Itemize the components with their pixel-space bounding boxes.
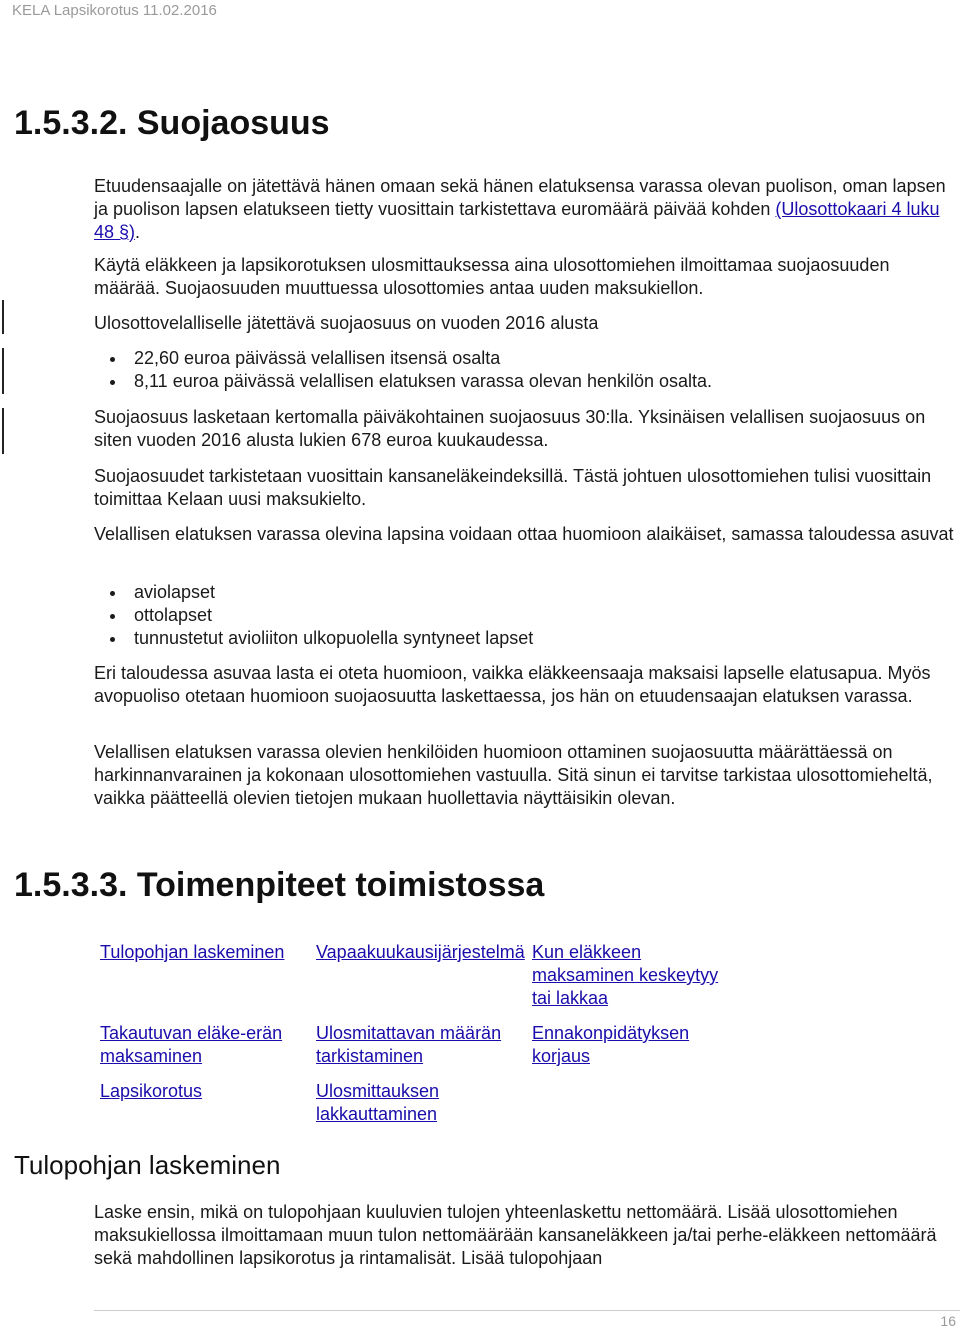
- section-heading-suojaosuus: 1.5.3.2. Suojaosuus: [14, 104, 330, 142]
- link-ulosmitattavan-maaran[interactable]: Ulosmitattavan määrän tarkistaminen: [316, 1023, 502, 1066]
- bullet-list-children: [110, 581, 533, 650]
- list-item: tunnustetut avioliiton ulkopuolella syntyneet lapset: [110, 627, 533, 650]
- paragraph-laskenta: Suojaosuus lasketaan kertomalla päiväkohtainen suojaosuus 30:lla. Yksinäisen velallisen suojaosuus on siten vuoden 2016 alusta lukien 678 euroa kuukaudessa.: [94, 407, 926, 450]
- page-number: 16: [940, 1313, 956, 1329]
- paragraph-harkinta: Velallisen elatuksen varassa olevien henkilöiden huomioon ottaminen suojaosuutta määrättäessä on harkinnanvarainen ja kokonaan ulosottomiehen vastuulla. Sitä sinun ei tarvitse tarkistaa ulosottomieheltä, vaikka päätteellä olevien tietojen mukaan huollettavia näyttäisikin olevan.: [94, 742, 933, 808]
- link-ulosmittauksen-lakkauttaminen[interactable]: Ulosmittauksen lakkauttaminen: [316, 1081, 440, 1124]
- paragraph-tulopohja: Laske ensin, mikä on tulopohjaan kuuluvien tulojen yhteenlaskettu nettomäärä. Lisää ulosottomiehen maksukiellossa ilmoittamaan muun tulon nettomäärään kansaneläkkeen ja/tai perhe-eläkkeen nettomäärä sekä mahdollinen lapsikorotus ja rintamalisät. Lisää tulopohjaan: [94, 1202, 937, 1268]
- section-heading-toimenpiteet: 1.5.3.3. Toimenpiteet toimistossa: [14, 866, 545, 904]
- change-bar: [2, 408, 4, 454]
- paragraph-intro-end: .: [135, 222, 141, 242]
- change-bar: [2, 348, 4, 394]
- footer-divider: [94, 1310, 960, 1311]
- list-item: ottolapset: [110, 604, 533, 627]
- paragraph-tarkistus: Suojaosuudet tarkistetaan vuosittain kansaneläkeindeksillä. Tästä johtuen ulosottomiehen tulisi vuosittain toimittaa Kelaan uusi maksukielto.: [94, 466, 932, 509]
- paragraph-kayta: Käytä eläkkeen ja lapsikorotuksen ulosmittauksessa aina ulosottomiehen ilmoittamaa suojaosuuden määrää. Suojaosuuden muuttuessa ulosottomies antaa uuden maksukiellon.: [94, 255, 890, 298]
- paragraph-eri-talous: Eri taloudessa asuvaa lasta ei oteta huomioon, vaikka eläkkeensaaja maksaisi lapselle elatusapua. Myös avopuoliso otetaan huomioon suojaosuutta laskettaessa, jos hän on etuudensaajan elatuksen varassa.: [94, 663, 931, 706]
- link-kun-elakkeen-maksaminen[interactable]: Kun eläkkeen maksaminen keskeytyy tai lakkaa: [532, 942, 719, 1008]
- list-item: aviolapset: [110, 581, 533, 604]
- bullet-list-amounts: [110, 347, 712, 393]
- paragraph-intro: [94, 175, 956, 244]
- link-tulopohjan-laskeminen[interactable]: Tulopohjan laskeminen: [100, 942, 285, 962]
- link-lapsikorotus[interactable]: Lapsikorotus: [100, 1081, 203, 1101]
- link-vapaakuukausijarjestelma[interactable]: Vapaakuukausijärjestelmä: [316, 942, 525, 962]
- change-bar: [2, 300, 4, 334]
- ulosottokaari-link[interactable]: (Ulosottokaari 4 luku 48 §): [94, 199, 940, 242]
- subheading-tulopohjan-laskeminen: Tulopohjan laskeminen: [14, 1150, 281, 1180]
- paragraph-intro-text: Etuudensaajalle on jätettävä hänen omaan sekä hänen elatuksensa varassa olevan puolison, oman lapsen ja puolison lapsen elatukseen tietty vuosittain tarkistettava euromäärä päivää kohden: [94, 176, 946, 219]
- paragraph-suojaosuus-2016: Ulosottovelalliselle jätettävä suojaosuus on vuoden 2016 alusta: [94, 313, 599, 333]
- link-takautuvan-elake-era[interactable]: Takautuvan eläke-erän maksaminen: [100, 1023, 283, 1066]
- document-header-title: KELA Lapsikorotus 11.02.2016: [12, 2, 217, 19]
- link-ennakonpidatyksen-korjaus[interactable]: Ennakonpidätyksen korjaus: [532, 1023, 690, 1066]
- paragraph-lapset: Velallisen elatuksen varassa olevina lapsina voidaan ottaa huomioon alaikäiset, samassa taloudessa asuvat: [94, 524, 954, 544]
- list-item: 8,11 euroa päivässä velallisen elatuksen varassa olevan henkilön osalta.: [110, 370, 712, 393]
- list-item: 22,60 euroa päivässä velallisen itsensä osalta: [110, 347, 712, 370]
